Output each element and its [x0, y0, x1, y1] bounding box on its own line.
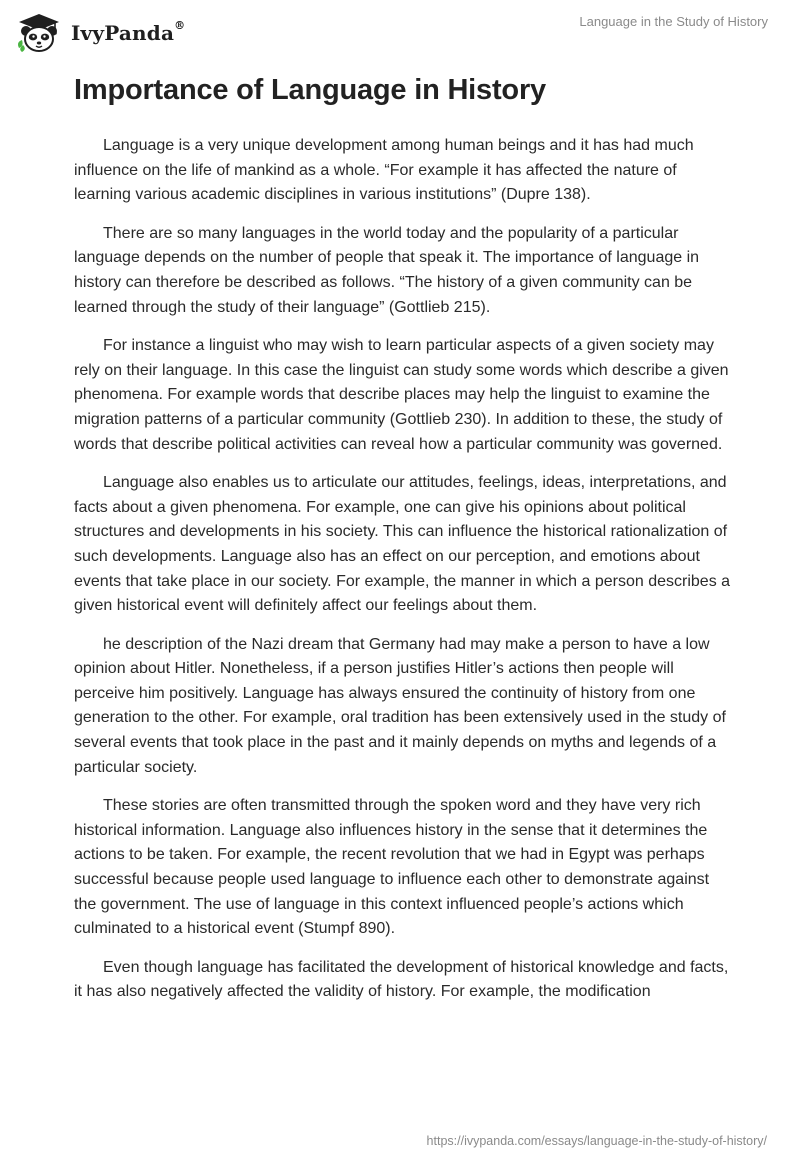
ivypanda-logo[interactable] [15, 12, 185, 54]
paragraph: For instance a linguist who may wish to learn particular aspects of a given society may rely on their language. In this case the linguist can study some words which describe a given phenomena. For example words that describe places may help the linguist to examine the migration patterns of a particular community (Gottlieb 230). In addition to these, the study of words that describe political activities can reveal how a particular community was governed. [74, 337, 729, 453]
page-header [0, 0, 800, 70]
paragraph: These stories are often transmitted through the spoken word and they have very rich historical information. Language also influences history in the sense that it determines the actions to be taken. For example, the recent revolution that we had in Egypt was perhaps successful because people used language to influence each other to demonstrate against the government. The use of language in this context influenced people’s actions which culminated to a historical event (Stumpf 890). [74, 797, 710, 938]
source-url-link[interactable]: https://ivypanda.com/essays/language-in-the-study-of-history/ [426, 1134, 767, 1148]
brand-name: IvyPanda® [71, 19, 186, 45]
paragraph: There are so many languages in the world today and the popularity of a particular language depends on the number of people that speak it. The importance of language in history can therefore be described as follows. “The history of a given community can be learned through the study of their language” (Gottlieb 215). [74, 224, 700, 316]
running-title: Language in the Study of History [579, 14, 768, 29]
paragraph: Even though language has facilitated the development of historical knowledge and facts, it has also negatively affected the validity of history. For example, the modification [74, 958, 729, 1001]
paragraph: Language is a very unique development among human beings and it has had much influence on the life of mankind as a whole. “For example it has affected the nature of learning various academic disciplines in various institutions” (Dupre 138). [74, 137, 694, 204]
registered-mark: ® [174, 19, 186, 32]
paragraph: he description of the Nazi dream that Germany had may make a person to have a low opinion about Hitler. Nonetheless, if a person justifies Hitler’s actions then people will perceive him positively. Language has always ensured the continuity of history from one generation to the other. For example, oral tradition has been extensively used in the study of several events that took place in the past and it mainly depends on myths and legends of a particular society. [74, 635, 726, 776]
panda-graduate-icon [15, 12, 63, 54]
page-title: Importance of Language in History [74, 74, 546, 106]
paragraph: Language also enables us to articulate our attitudes, feelings, ideas, interpretations, and facts about a given phenomena. For example, one can give his opinions about political structures and developments in his society. This can influence the historical rationalization of such developments. Language also has an effect on our perception, and emotions about events that take place in our society. For example, the manner in which a person describes a given historical event will definitely affect our feelings about them. [74, 474, 731, 615]
article-body [74, 134, 734, 1019]
